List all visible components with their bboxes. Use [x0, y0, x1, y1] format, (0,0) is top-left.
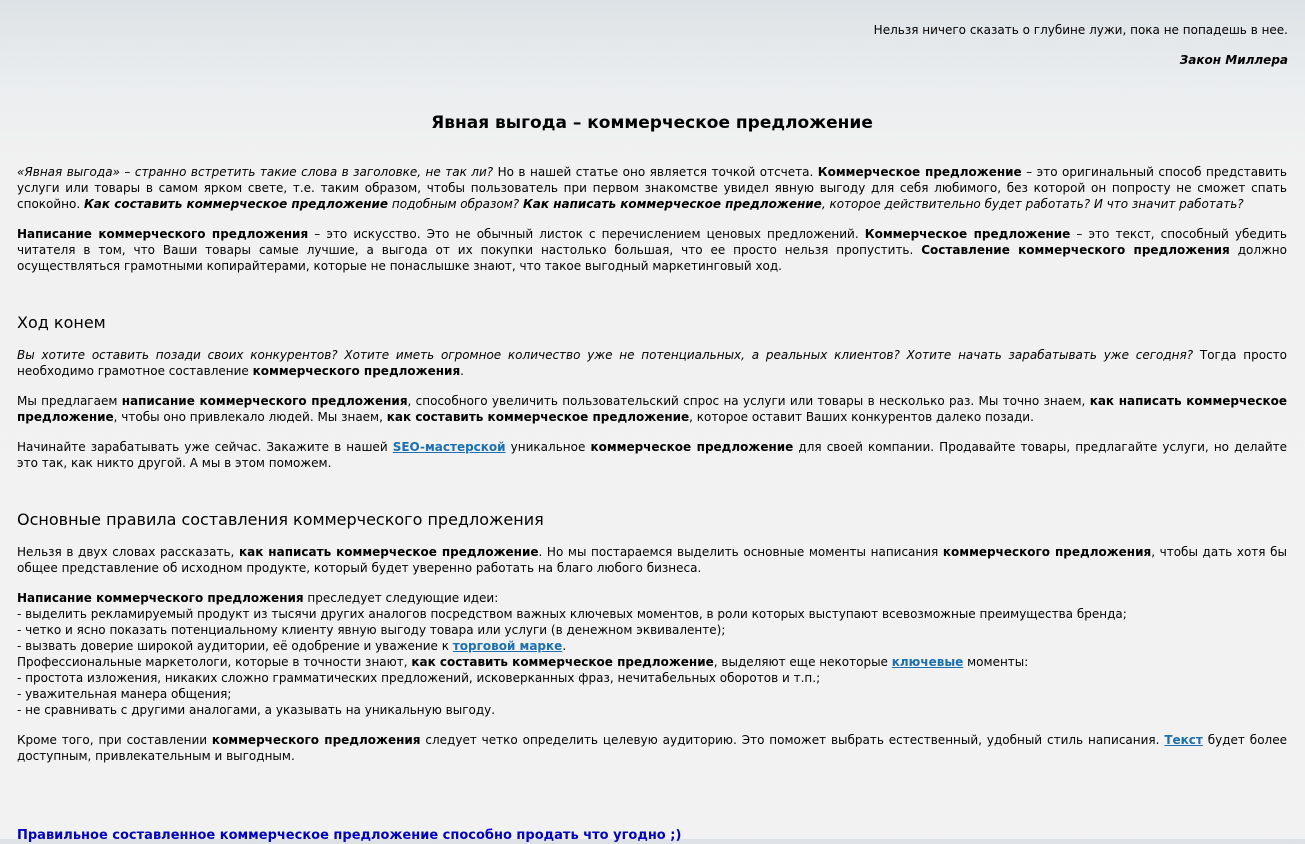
text-fragment: , выделяют еще некоторые — [713, 655, 892, 669]
text-fragment: , которое действительно будет работать? И что значит работать? — [821, 197, 1244, 211]
list-intro — [17, 655, 1028, 669]
text-fragment: , чтобы дать хотя бы общее представление об исходном продукте, который будет уверенно работать на благо любого бизнеса. — [17, 545, 1287, 575]
keyword: коммерческого предложения — [252, 364, 461, 378]
list-item: - не сравнивать с другими аналогами, а указывать на уникальную выгоду. — [17, 703, 496, 717]
text-fragment: Кроме того, при составлении — [17, 733, 212, 747]
epigraph — [874, 22, 1288, 68]
seo-workshop-link[interactable]: SEO-мастерской — [392, 440, 506, 454]
text-fragment: подобным образом? — [388, 197, 523, 211]
keyword: коммерческого предложения — [942, 545, 1152, 559]
keyword: коммерческого предложения — [211, 733, 421, 747]
section2-paragraph-1 — [17, 544, 1287, 576]
text-fragment: . — [562, 639, 567, 653]
text-fragment: Мы предлагаем — [17, 394, 122, 408]
text-fragment: моменты: — [963, 655, 1029, 669]
text-fragment: Тогда просто необходимо грамотное составление — [17, 348, 1288, 378]
article-title: Явная выгода – коммерческое предложение — [431, 113, 873, 133]
text-fragment: для своей компании. Продавайте товары, предлагайте услуги, но делайте это так, как никто другой. А мы в этом поможем. — [17, 440, 1287, 470]
text-fragment: Нельзя в двух словах рассказать, — [17, 545, 239, 559]
keyword: Как написать коммерческое предложение — [522, 197, 822, 211]
keyword: как написать коммерческое предложение — [238, 545, 539, 559]
intro-italic-question: «Явная выгода» – странно встретить такие слова в заголовке, не так ли? — [17, 165, 494, 179]
keyword: Как составить коммерческое предложение — [84, 197, 389, 211]
section1-paragraph-2 — [17, 393, 1287, 425]
list-item: - выделить рекламируемый продукт из тысячи других аналогов посредством важных ключевых моментов, в роли которых выступают всевозможные преимущества бренда; — [17, 607, 1127, 621]
text-link[interactable]: Текст — [1164, 733, 1203, 747]
text-fragment: - вызвать доверие широкой аудитории, её одобрение и уважение к — [17, 639, 453, 653]
keyword: Составление коммерческого предложения — [921, 243, 1230, 257]
keyword: как составить коммерческое предложение — [411, 655, 714, 669]
text-fragment: Начинайте зарабатывать уже сейчас. Закажите в нашей — [17, 440, 393, 454]
keyword: как составить коммерческое предложение — [386, 410, 690, 424]
keyword: написание коммерческого предложения — [121, 394, 408, 408]
text-fragment: . — [460, 364, 464, 378]
keyword: Коммерческое предложение — [864, 227, 1071, 241]
list-item: - четко и ясно показать потенциальному клиенту явную выгоду товара или услуги (в денежном эквиваленте); — [17, 623, 726, 637]
intro-paragraph-2 — [17, 226, 1287, 274]
list-item: - простота изложения, никаких сложно грамматических предложений, исковерканных фраз, нечитабельных оборотов и т.п.; — [17, 671, 821, 685]
text-fragment: – это текст, способный убедить читателя в том, что Ваши товары самые лучшие, а выгода от их покупки настолько большая, что ее просто нельзя пропустить. — [17, 227, 1287, 257]
text-fragment: должно осуществляться грамотными копирайтерами, которые не понаслышке знают, что такое выгодный маркетинговый ход. — [17, 243, 1287, 273]
text-fragment: , чтобы оно привлекало людей. Мы знаем, — [113, 410, 387, 424]
keyword: Написание коммерческого предложения — [17, 591, 304, 605]
section2-paragraph-last — [17, 732, 1287, 764]
trademark-link[interactable]: торговой марке — [452, 639, 563, 653]
text-fragment: Но в нашей статье оно является точкой отсчета. — [493, 165, 818, 179]
final-statement: Правильное составленное коммерческое предложение способно продать что угодно ;) — [17, 828, 682, 843]
epigraph-author: Закон Миллера — [1179, 53, 1288, 67]
text-fragment: , способного увеличить пользовательский спрос на услуги или товары в несколько раз. Мы точно знаем, — [407, 394, 1090, 408]
section2-ideas-block — [17, 590, 1287, 718]
section1-paragraph-1 — [17, 347, 1287, 379]
section-heading-rules: Основные правила составления коммерческого предложения — [17, 510, 544, 529]
keyword: как написать коммерческое предложение — [17, 394, 1288, 424]
list-item: - уважительная манера общения; — [17, 687, 232, 701]
article — [17, 112, 1287, 844]
list-item — [17, 639, 566, 653]
keyword: коммерческое предложение — [590, 440, 794, 454]
text-fragment: , которое оставит Ваших конкурентов далеко позади. — [689, 410, 1034, 424]
epigraph-text: Нельзя ничего сказать о глубине лужи, пока не попадешь в нее. — [873, 23, 1288, 37]
text-fragment: – это оригинальный способ представить услуги или товары в самом ярком свете, т.е. таким образом, чтобы пользователь при первом знакомстве увидел явную выгоду для себя любимого, без которой он попросту не сможет спать спокойно. — [17, 165, 1287, 211]
text-fragment: будет более доступным, привлекательным и выгодным. — [17, 733, 1287, 763]
text-fragment: . Но мы постараемся выделить основные моменты написания — [538, 545, 943, 559]
text-fragment: преследует следующие идеи: — [303, 591, 499, 605]
text-fragment: Профессиональные маркетологи, которые в точности знают, — [17, 655, 412, 669]
keyword: Коммерческое предложение — [817, 165, 1022, 179]
text-fragment: – это искусство. Это не обычный листок с перечислением ценовых предложений. — [308, 227, 865, 241]
text-fragment: следует четко определить целевую аудиторию. Это поможет выбрать естественный, удобный стиль написания. — [420, 733, 1165, 747]
keyword: Написание коммерческого предложения — [17, 227, 309, 241]
intro-paragraph-1 — [17, 164, 1287, 212]
section1-paragraph-3 — [17, 439, 1287, 471]
keywords-link[interactable]: ключевые — [891, 655, 964, 669]
text-fragment: Вы хотите оставить позади своих конкурентов? Хотите иметь огромное количество уже не потенциальных, а реальных клиентов? Хотите начать зарабатывать уже сегодня? — [17, 348, 1194, 362]
section-heading-knight-move: Ход конем — [17, 313, 106, 332]
text-fragment: уникальное — [505, 440, 591, 454]
